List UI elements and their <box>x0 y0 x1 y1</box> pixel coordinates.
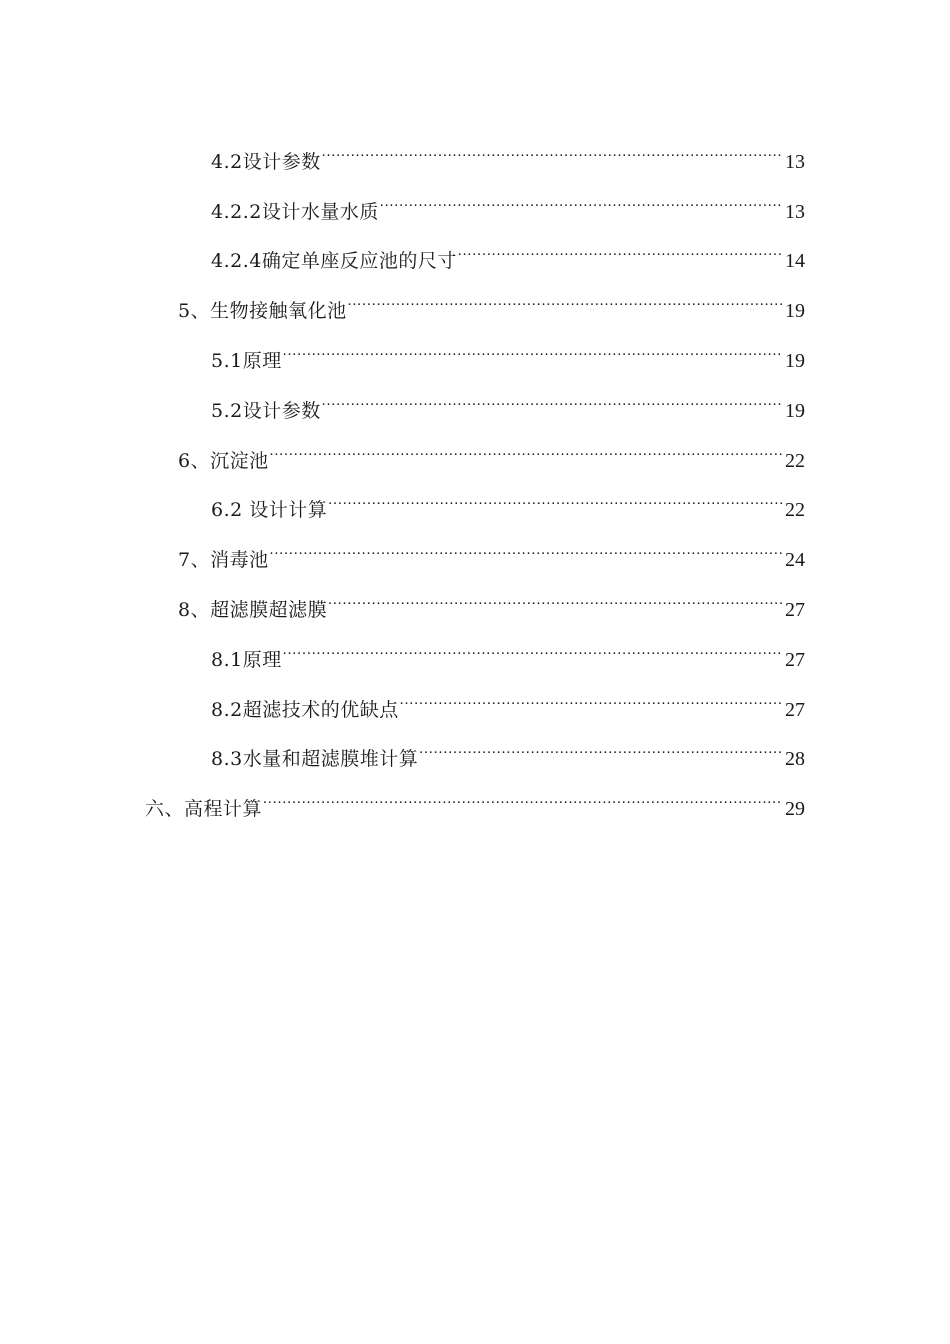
toc-dot-leader <box>283 335 783 367</box>
toc-entry-label: 4.2.4确定单座反应池的尺寸 <box>211 250 457 272</box>
toc-page-number: 27 <box>785 599 805 621</box>
toc-dot-leader <box>270 435 783 467</box>
toc-dot-leader <box>328 484 783 516</box>
toc-page-number: 22 <box>785 450 805 472</box>
toc-dot-leader <box>419 733 783 765</box>
toc-entry-label: 8.3水量和超滤膜堆计算 <box>211 748 419 770</box>
toc-entry-label: 7、消毒池 <box>178 549 269 571</box>
toc-entry-8-2[interactable] <box>211 684 805 721</box>
toc-page-number: 13 <box>785 201 805 223</box>
toc-entry-label: 6、沉淀池 <box>178 450 269 472</box>
toc-dot-leader <box>263 783 783 815</box>
toc-page-number: 19 <box>785 300 805 322</box>
toc-entry-8-1[interactable] <box>211 634 805 671</box>
toc-dot-leader <box>283 634 783 666</box>
toc-page-number: 19 <box>785 350 805 372</box>
toc-page-number: 29 <box>785 798 805 820</box>
toc-entry-4-2-4[interactable] <box>211 235 805 272</box>
toc-entry-label: 8.2超滤技术的优缺点 <box>211 699 399 721</box>
toc-page-number: 27 <box>785 649 805 671</box>
toc-entry-label: 5、生物接触氧化池 <box>178 300 347 322</box>
toc-entry-6-elevation[interactable] <box>145 783 805 820</box>
toc-dot-leader <box>270 534 783 566</box>
toc-page-number: 13 <box>785 151 805 173</box>
toc-dot-leader <box>348 285 783 317</box>
toc-page-number: 14 <box>785 250 805 272</box>
toc-entry-6-2[interactable] <box>211 484 805 521</box>
toc-dot-leader <box>322 136 783 168</box>
toc-entry-5-1[interactable] <box>211 335 805 372</box>
toc-dot-leader <box>328 584 783 616</box>
toc-entry-label: 4.2.2设计水量水质 <box>211 201 379 223</box>
toc-entry-label: 6.2 设计计算 <box>211 499 328 521</box>
toc-entry-label: 8、超滤膜超滤膜 <box>178 599 328 621</box>
toc-entry-4-2-2[interactable] <box>211 186 805 223</box>
toc-entry-7[interactable] <box>178 534 805 571</box>
toc-dot-leader <box>322 385 783 417</box>
toc-entry-label: 8.1原理 <box>211 649 282 671</box>
toc-dot-leader <box>380 186 783 218</box>
toc-entry-8[interactable] <box>178 584 805 621</box>
toc-entry-label: 5.1原理 <box>211 350 282 372</box>
toc-page-number: 27 <box>785 699 805 721</box>
toc-dot-leader <box>458 235 783 267</box>
toc-entry-6[interactable] <box>178 435 805 472</box>
toc-entry-8-3[interactable] <box>211 733 805 770</box>
toc-entry-4-2[interactable] <box>211 136 805 173</box>
toc-entry-label: 六、高程计算 <box>145 798 263 820</box>
toc-dot-leader <box>400 684 783 716</box>
toc-page-number: 22 <box>785 499 805 521</box>
toc-page-number: 28 <box>785 748 805 770</box>
toc-page-number: 19 <box>785 400 805 422</box>
toc-page-number: 24 <box>785 549 805 571</box>
toc-entry-5[interactable] <box>178 285 805 322</box>
toc-entry-5-2[interactable] <box>211 385 805 422</box>
toc-entry-label: 5.2设计参数 <box>211 400 321 422</box>
toc-entry-label: 4.2设计参数 <box>211 151 321 173</box>
